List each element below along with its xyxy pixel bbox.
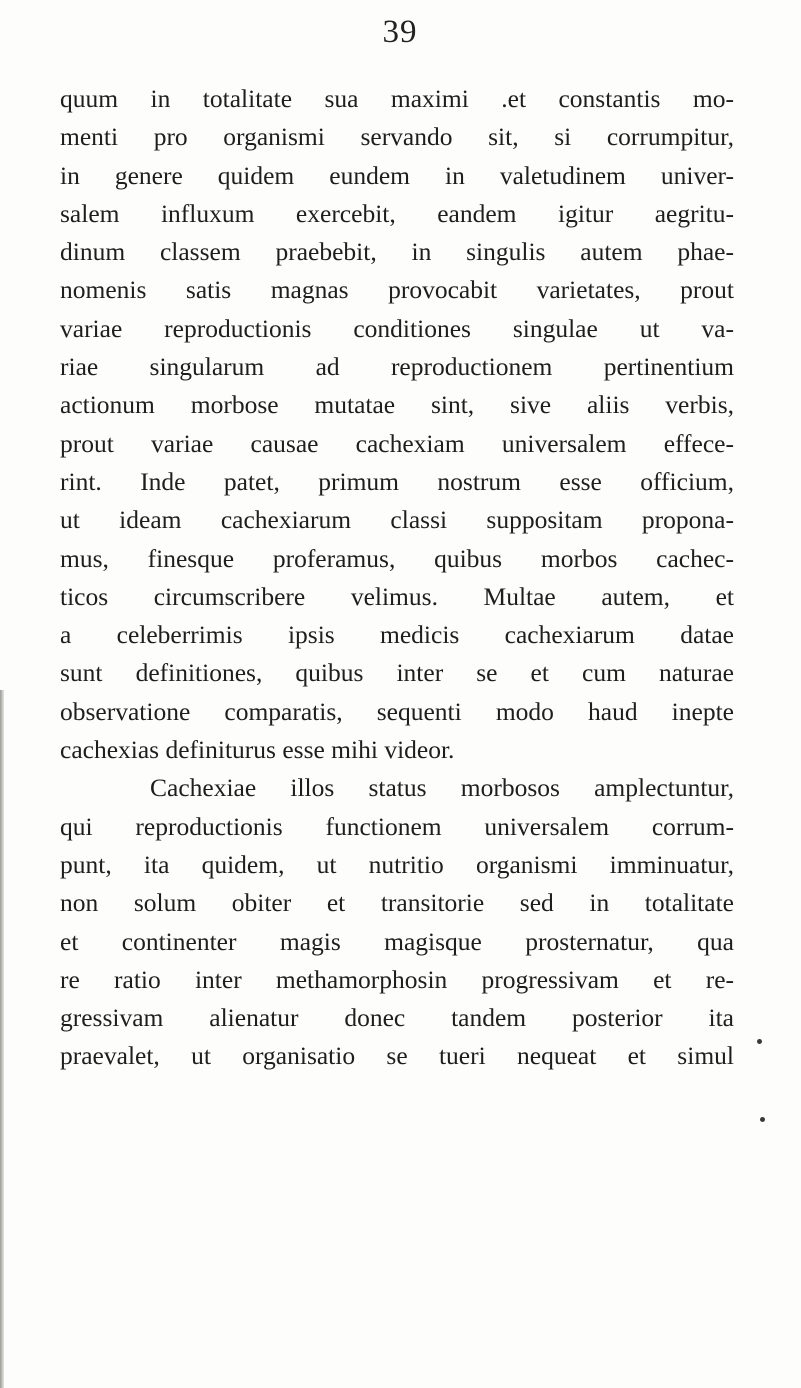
text-line: in genere quidem eundem in valetudinem univer-	[60, 160, 734, 190]
text-line: ut ideam cachexiarum classi suppositam propona-	[60, 505, 734, 535]
page-number: 39	[382, 14, 418, 50]
page-edge-shadow	[0, 690, 4, 1388]
ink-speck	[757, 1039, 762, 1044]
text-line: et continenter magis magisque prosternatur, qua	[60, 926, 734, 956]
ink-speck	[760, 1117, 765, 1122]
text-line: a celeberrimis ipsis medicis cachexiarum datae	[60, 620, 734, 650]
text-line: cachexias definiturus esse mihi videor.	[60, 735, 455, 765]
text-line: sunt definitiones, quibus inter se et cum naturae	[60, 658, 734, 688]
text-line: riae singularum ad reproductionem pertinentium	[60, 352, 734, 382]
text-line: non solum obiter et transitorie sed in totalitate	[60, 888, 734, 918]
text-line: menti pro organismi servando sit, si corrumpitur,	[60, 122, 734, 152]
text-line: prout variae causae cachexiam universalem effece-	[60, 428, 734, 458]
text-line: quum in totalitate sua maximi .et constantis mo-	[60, 84, 734, 113]
text-line: observatione comparatis, sequenti modo haud inepte	[60, 696, 734, 726]
text-line: nomenis satis magnas provocabit varietates, prout	[60, 275, 734, 305]
text-line: actionum morbose mutatae sint, sive aliis verbis,	[60, 390, 734, 420]
text-line: re ratio inter methamorphosin progressivam et re-	[60, 964, 734, 994]
text-line: punt, ita quidem, ut nutritio organismi imminuatur,	[60, 849, 734, 879]
text-line: praevalet, ut organisatio se tueri nequeat et simul	[60, 1041, 734, 1071]
text-line: gressivam alienatur donec tandem posterior ita	[60, 1003, 734, 1033]
text-line: ticos circumscribere velimus. Multae autem, et	[60, 581, 734, 611]
text-line: rint. Inde patet, primum nostrum esse officium,	[60, 466, 734, 496]
text-line: mus, finesque proferamus, quibus morbos cachec-	[60, 543, 734, 573]
text-line: qui reproductionis functionem universalem corrum-	[60, 811, 734, 841]
text-line: dinum classem praebebit, in singulis autem phae-	[60, 237, 734, 267]
text-line: variae reproductionis conditiones singulae ut va-	[60, 313, 734, 343]
text-line-paragraph-start: Cachexiae illos status morbosos amplectuntur,	[150, 773, 734, 803]
body-text	[60, 80, 734, 1076]
text-line: salem influxum exercebit, eandem igitur aegritu-	[60, 198, 734, 228]
